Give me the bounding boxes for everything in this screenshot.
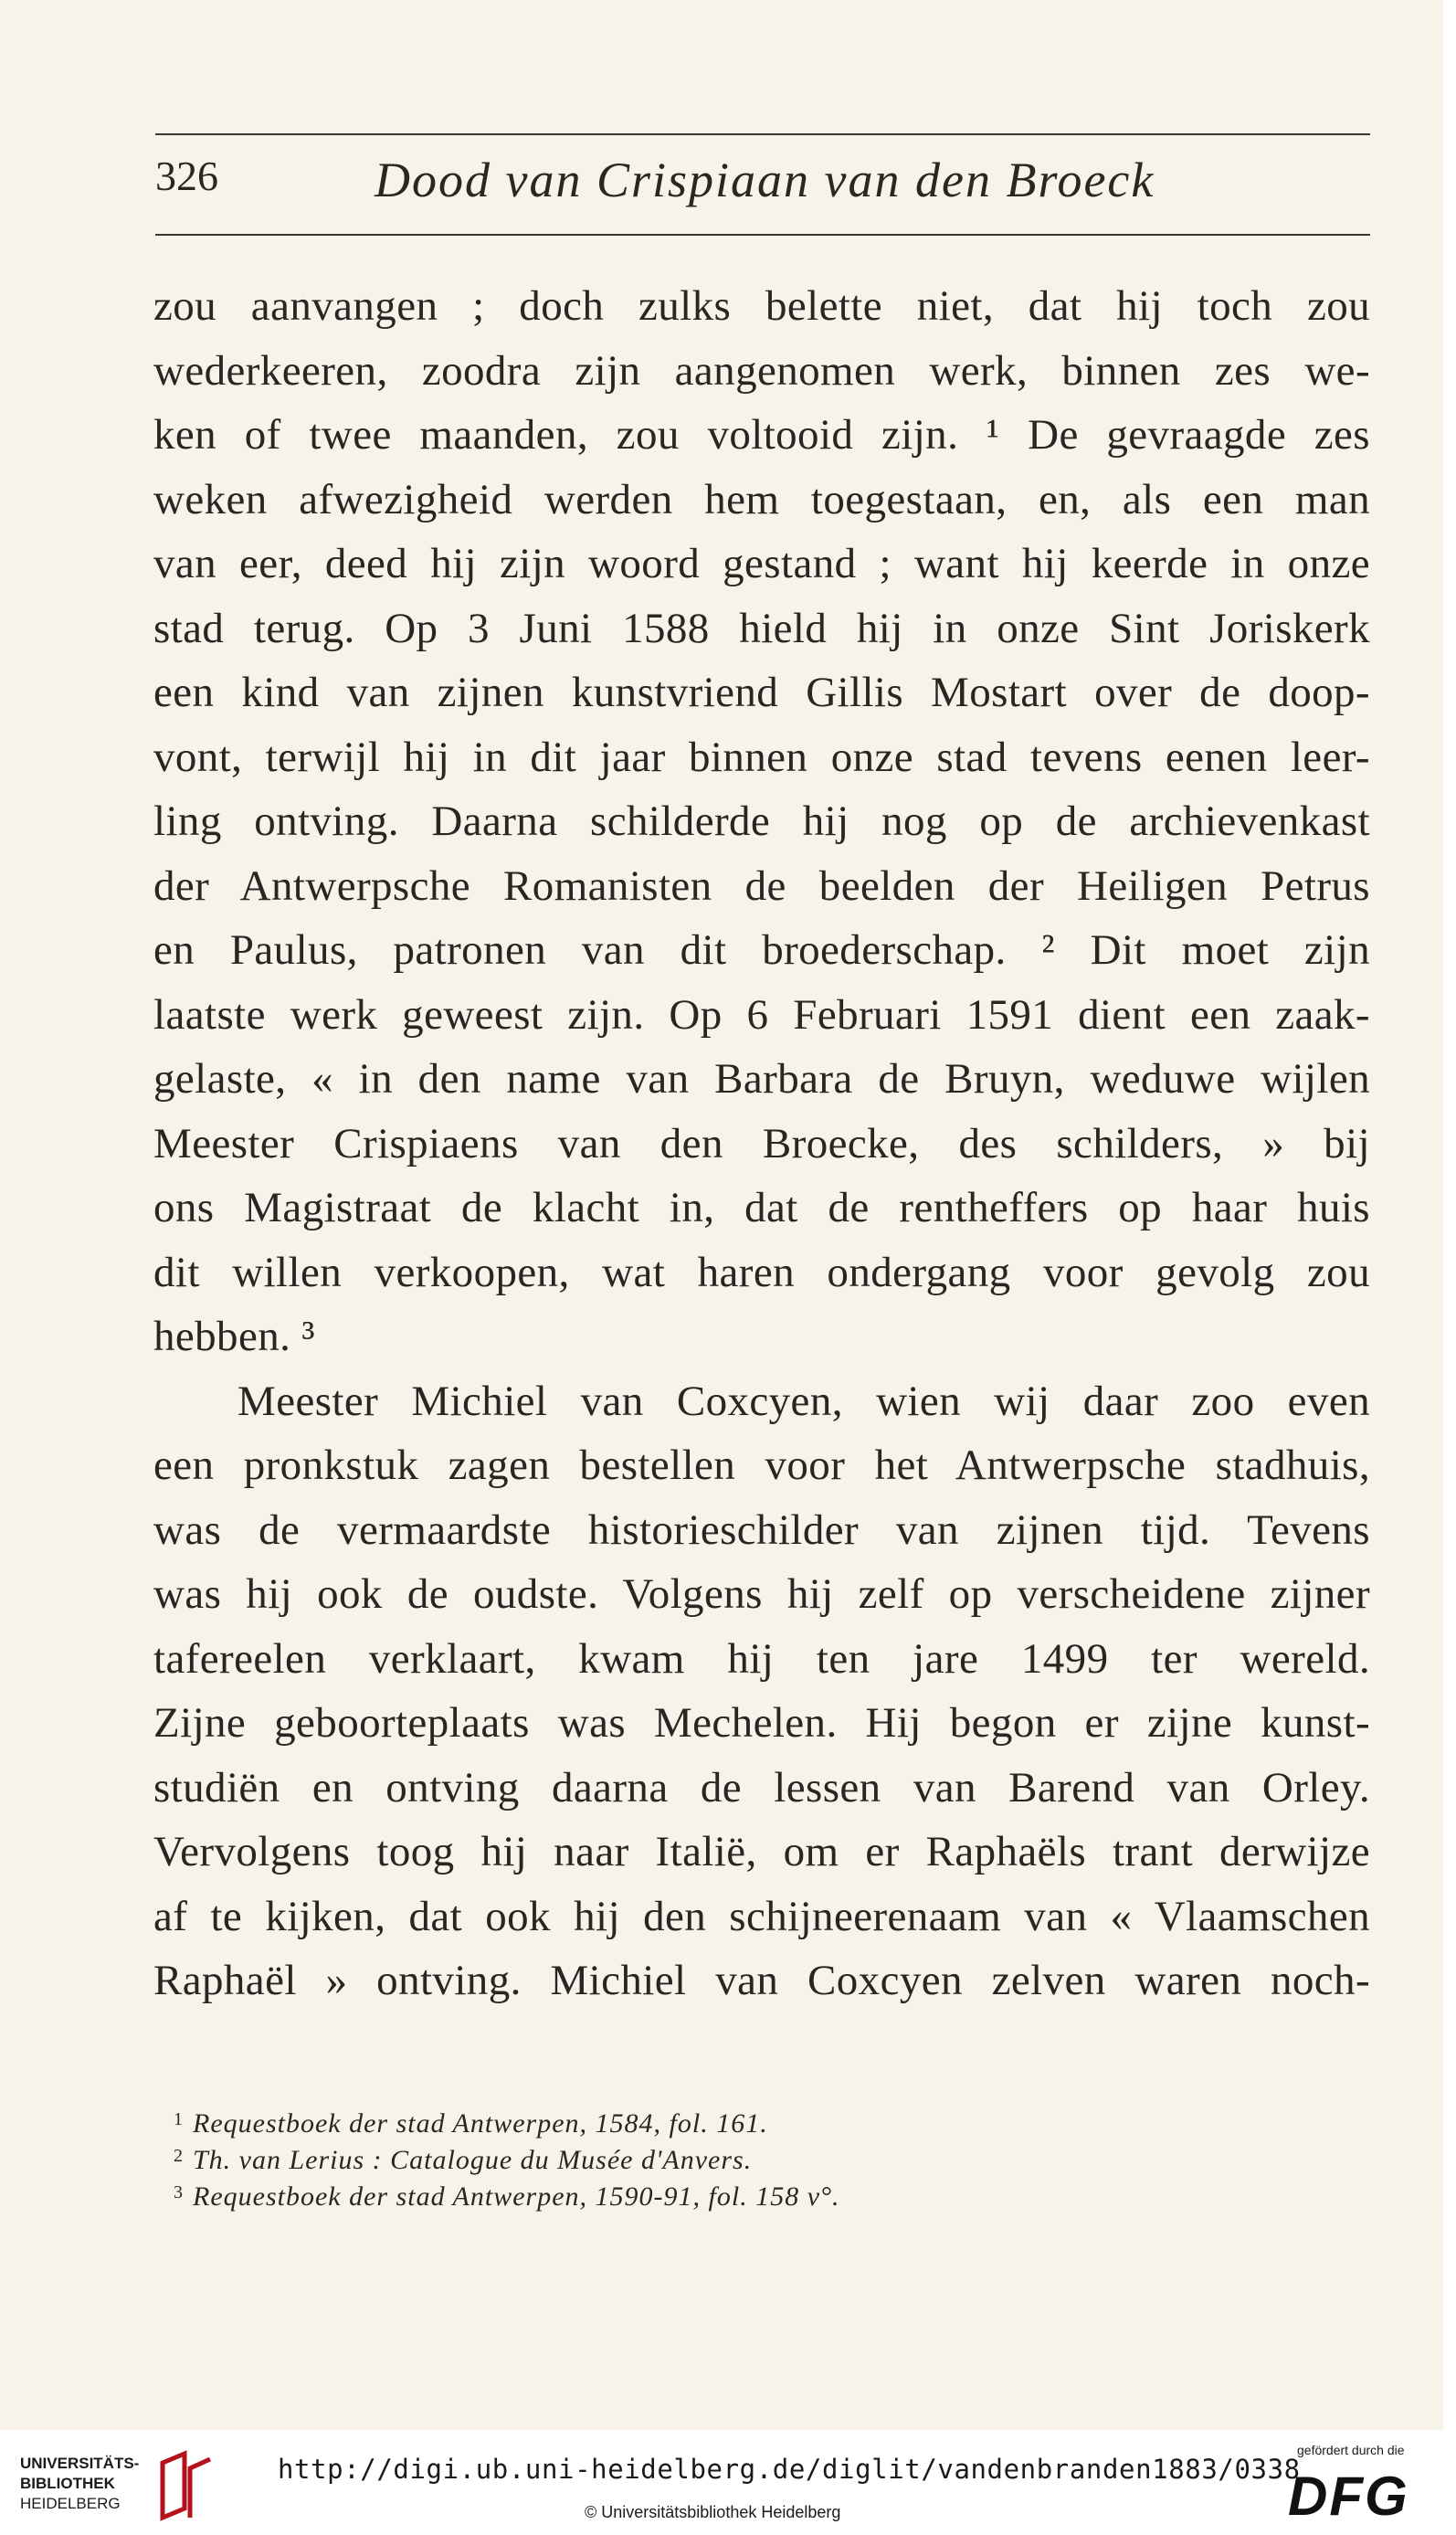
library-name-line: HEIDELBERG — [20, 2495, 121, 2512]
header-rule-top — [155, 133, 1370, 135]
text-line: vont, terwijl hij in dit jaar binnen onze stad tevens eenen leer- — [153, 733, 1370, 781]
dfg-logo[interactable] — [1288, 2443, 1443, 2525]
text-line: stad terug. Op 3 Juni 1588 hield hij in onze Sint Joriskerk — [153, 604, 1370, 652]
funding-caption: gefördert durch die — [1297, 2443, 1405, 2457]
body-text — [153, 274, 1370, 2013]
text-line: hebben. ³ — [153, 1313, 315, 1360]
text-line: tafereelen verklaart, kwam hij ten jare 1499 ter wereld. — [153, 1634, 1370, 1683]
footnotes — [174, 2101, 1361, 2211]
text-line: ons Magistraat de klacht in, dat de rentheffers op haar huis — [153, 1184, 1370, 1231]
library-emblem-icon — [157, 2450, 216, 2523]
library-name-line: BIBLIOTHEK — [20, 2475, 115, 2492]
footnote-text: Th. van Lerius : Catalogue du Musée d'Anvers. — [193, 2145, 753, 2175]
permalink-url[interactable]: http://digi.ub.uni-heidelberg.de/diglit/vandenbranden1883/0338 — [278, 2454, 1301, 2485]
text-line: ken of twee maanden, zou voltooid zijn. ¹ De gevraagde zes — [153, 411, 1370, 459]
footnote-mark: 3 — [174, 2182, 184, 2202]
text-line: Raphaël » ontving. Michiel van Coxcyen zelven waren noch- — [153, 1957, 1370, 2004]
footnote-mark: 1 — [174, 2109, 184, 2129]
library-logo[interactable] — [20, 2450, 221, 2523]
text-line: laatste werk geweest zijn. Op 6 Februari 1591 dient een zaak- — [153, 990, 1370, 1039]
library-name — [20, 2454, 139, 2514]
page-header — [155, 146, 1370, 219]
running-title: Dood van Crispiaan van den Broeck — [375, 153, 1155, 207]
page-number: 326 — [155, 153, 218, 199]
copyright-notice: © Universitätsbibliothek Heidelberg — [585, 2503, 841, 2521]
text-line: Meester Crispiaens van den Broecke, des schilders, » bij — [153, 1119, 1370, 1167]
text-line: was hij ook de oudste. Volgens hij zelf op verscheidene zijner — [153, 1570, 1370, 1618]
text-line: weken afwezigheid werden hem toegestaan, en, als een man — [153, 475, 1370, 523]
footnote-mark: 2 — [174, 2146, 184, 2166]
text-line: af te kijken, dat ook hij den schijneerenaam van « Vlaamschen — [153, 1892, 1370, 1940]
text-line: en Paulus, patronen van dit broederschap. ² Dit moet zijn — [153, 926, 1370, 974]
library-name-line: UNIVERSITÄTS- — [20, 2455, 140, 2472]
text-line: Meester Michiel van Coxcyen, wien wij daar zoo even — [237, 1377, 1370, 1425]
text-line: Vervolgens toog hij naar Italië, om er Raphaëls trant derwijze — [153, 1828, 1370, 1875]
funder-wordmark: DFG — [1288, 2466, 1409, 2527]
footnote — [174, 2138, 1361, 2174]
footnote-text: Requestboek der stad Antwerpen, 1590-91, fol. 158 v°. — [193, 2181, 840, 2212]
text-line: een kind van zijnen kunstvriend Gillis Mostart over de doop- — [153, 669, 1370, 716]
footer-bar — [0, 2430, 1456, 2535]
text-line: studiën en ontving daarna de lessen van Barend van Orley. — [153, 1763, 1370, 1811]
text-line: van eer, deed hij zijn woord gestand ; want hij keerde in onze — [153, 540, 1370, 587]
page-edge — [1443, 0, 1456, 2430]
text-line: was de vermaardste historieschilder van zijnen tijd. Tevens — [153, 1505, 1370, 1554]
footnote — [174, 2174, 1361, 2211]
text-line: Zijne geboorteplaats was Mechelen. Hij begon er zijne kunst- — [153, 1699, 1370, 1747]
footnote — [174, 2101, 1361, 2138]
header-rule-bottom — [155, 234, 1370, 236]
text-line: ling ontving. Daarna schilderde hij nog op de archievenkast — [153, 797, 1370, 845]
footnote-text: Requestboek der stad Antwerpen, 1584, fol. 161. — [193, 2108, 768, 2139]
text-line: der Antwerpsche Romanisten de beelden der Heiligen Petrus — [153, 861, 1370, 910]
text-line: zou aanvangen ; doch zulks belette niet, dat hij toch zou — [153, 282, 1370, 330]
text-line: gelaste, « in den name van Barbara de Bruyn, weduwe wijlen — [153, 1055, 1370, 1103]
text-line: dit willen verkoopen, wat haren ondergang voor gevolg zou — [153, 1248, 1370, 1296]
text-line: een pronkstuk zagen bestellen voor het Antwerpsche stadhuis, — [153, 1442, 1370, 1489]
text-line: wederkeeren, zoodra zijn aangenomen werk, binnen zes we- — [153, 346, 1370, 395]
